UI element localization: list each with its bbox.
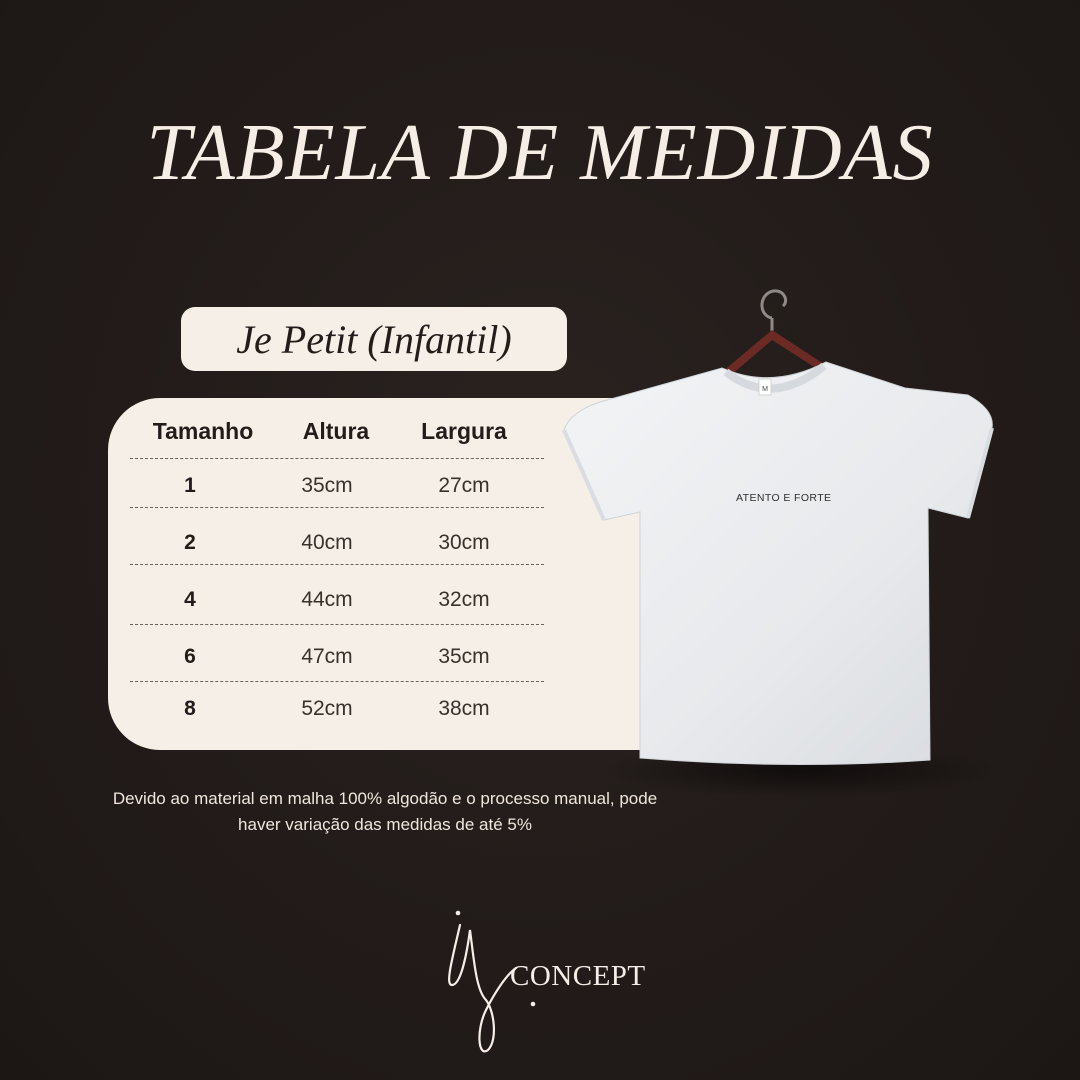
size-cell: 6	[184, 645, 196, 668]
subtitle-badge: Je Petit (Infantil)	[181, 307, 567, 371]
hanger-hook-icon	[762, 291, 786, 318]
disclaimer-note: Devido ao material em malha 100% algodão e o processo manual, pode haver variação das medidas de até 5%	[112, 789, 658, 834]
column-header-altura: Altura	[302, 418, 370, 444]
table-divider	[130, 507, 544, 508]
size-cell: 2	[184, 531, 196, 554]
tshirt-image	[548, 286, 1008, 806]
largura-cell: 38cm	[438, 697, 490, 720]
table-divider	[130, 458, 544, 459]
tshirt-body	[564, 362, 992, 765]
size-cell: 1	[184, 474, 196, 497]
logo-text: CONCEPT	[510, 960, 646, 992]
altura-cell: 47cm	[301, 645, 353, 668]
shirt-print-text: ATENTO E FORTE	[736, 492, 832, 504]
altura-cell: 44cm	[301, 588, 353, 611]
largura-cell: 30cm	[438, 531, 490, 554]
page-title: TABELA DE MEDIDAS	[146, 109, 934, 197]
table-divider	[130, 564, 544, 565]
altura-cell: 40cm	[301, 531, 353, 554]
size-cell: 8	[184, 697, 196, 720]
neck-label-text: M	[762, 386, 768, 393]
altura-cell: 35cm	[301, 474, 353, 497]
table-divider	[130, 681, 544, 682]
largura-cell: 27cm	[438, 474, 490, 497]
largura-cell: 35cm	[438, 645, 490, 668]
table-divider	[130, 624, 544, 625]
column-header-tamanho: Tamanho	[152, 418, 254, 444]
largura-cell: 32cm	[438, 588, 490, 611]
size-cell: 4	[184, 588, 196, 611]
column-header-largura: Largura	[421, 418, 507, 444]
altura-cell: 52cm	[301, 697, 353, 720]
